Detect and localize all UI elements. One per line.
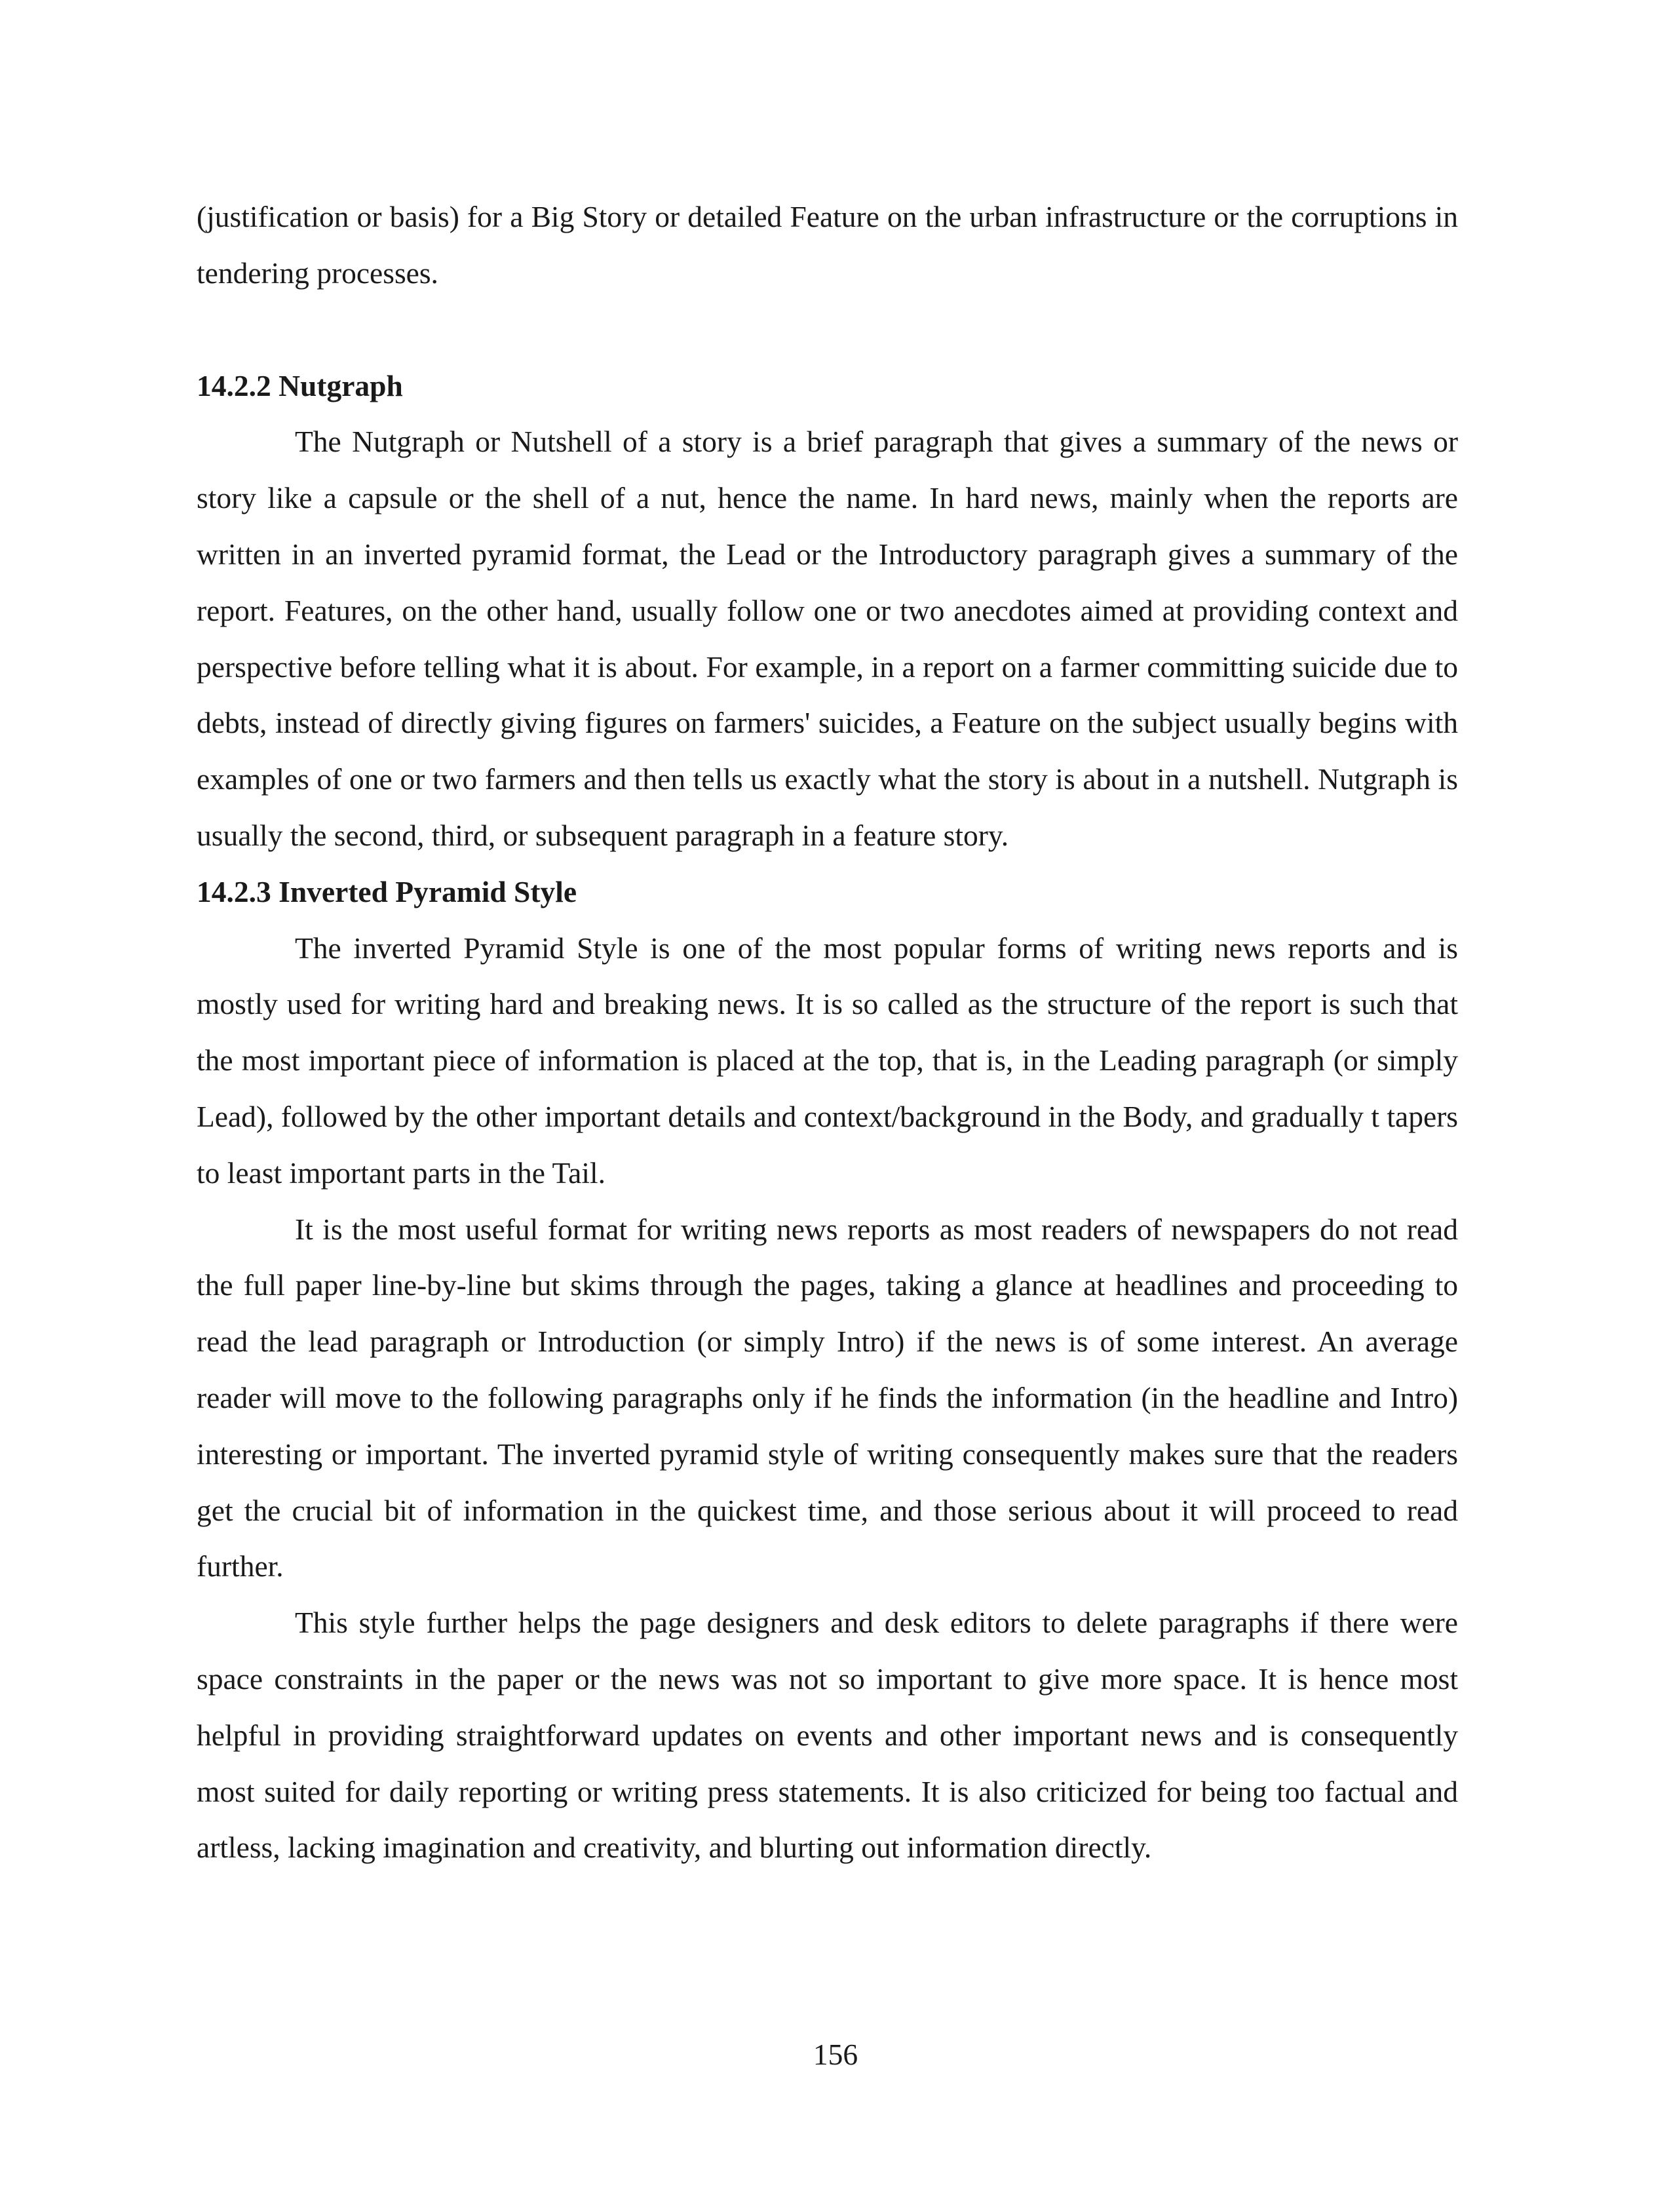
inverted-pyramid-paragraph-3: This style further helps the page designers and desk editors to delete paragraphs if there were space constraints in the paper or the news was not so important to give more space. It is hence most helpful in providing straightforward updates on events and other important news and is consequently most suited for daily reporting or writing press statements. It is also criticized for being too factual and artless, lacking imagination and creativity, and blurting out information directly. [197, 1606, 1458, 1865]
section-heading-nutgraph: 14.2.2 Nutgraph [197, 368, 403, 402]
section-heading-inverted-pyramid: 14.2.3 Inverted Pyramid Style [197, 874, 577, 908]
page-body [197, 189, 1458, 1876]
intro-paragraph: (justification or basis) for a Big Story or detailed Feature on the urban infrastructure or the corruptions in tendering processes. [197, 200, 1458, 290]
page-number: 156 [813, 2038, 858, 2071]
inverted-pyramid-paragraph-1: The inverted Pyramid Style is one of the most popular forms of writing news reports and is mostly used for writing hard and breaking news. It is so called as the structure of the report is such that the most important piece of information is placed at the top, that is, in the Leading paragraph (or simply Lead), followed by the other important details and context/background in the Body, and gradually t tapers to least important parts in the Tail. [197, 931, 1458, 1190]
section-spacer [197, 301, 1458, 358]
inverted-pyramid-paragraph-2: It is the most useful format for writing news reports as most readers of newspapers do not read the full paper line-by-line but skims through the pages, taking a glance at headlines and proceeding to read the lead paragraph or Introduction (or simply Intro) if the news is of some interest. An average reader will move to the following paragraphs only if he finds the information (in the headline and Intro) interesting or important. The inverted pyramid style of writing consequently makes sure that the readers get the crucial bit of information in the quickest time, and those serious about it will proceed to read further. [197, 1212, 1458, 1583]
nutgraph-paragraph: The Nutgraph or Nutshell of a story is a brief paragraph that gives a summary of the news or story like a capsule or the shell of a nut, hence the name. In hard news, mainly when the reports are written in an inverted pyramid format, the Lead or the Introductory paragraph gives a summary of the report. Features, on the other hand, usually follow one or two anecdotes aimed at providing context and perspective before telling what it is about. For example, in a report on a farmer committing suicide due to debts, instead of directly giving figures on farmers' suicides, a Feature on the subject usually begins with examples of one or two farmers and then tells us exactly what the story is about in a nutshell. Nutgraph is usually the second, third, or subsequent paragraph in a feature story. [197, 425, 1458, 852]
